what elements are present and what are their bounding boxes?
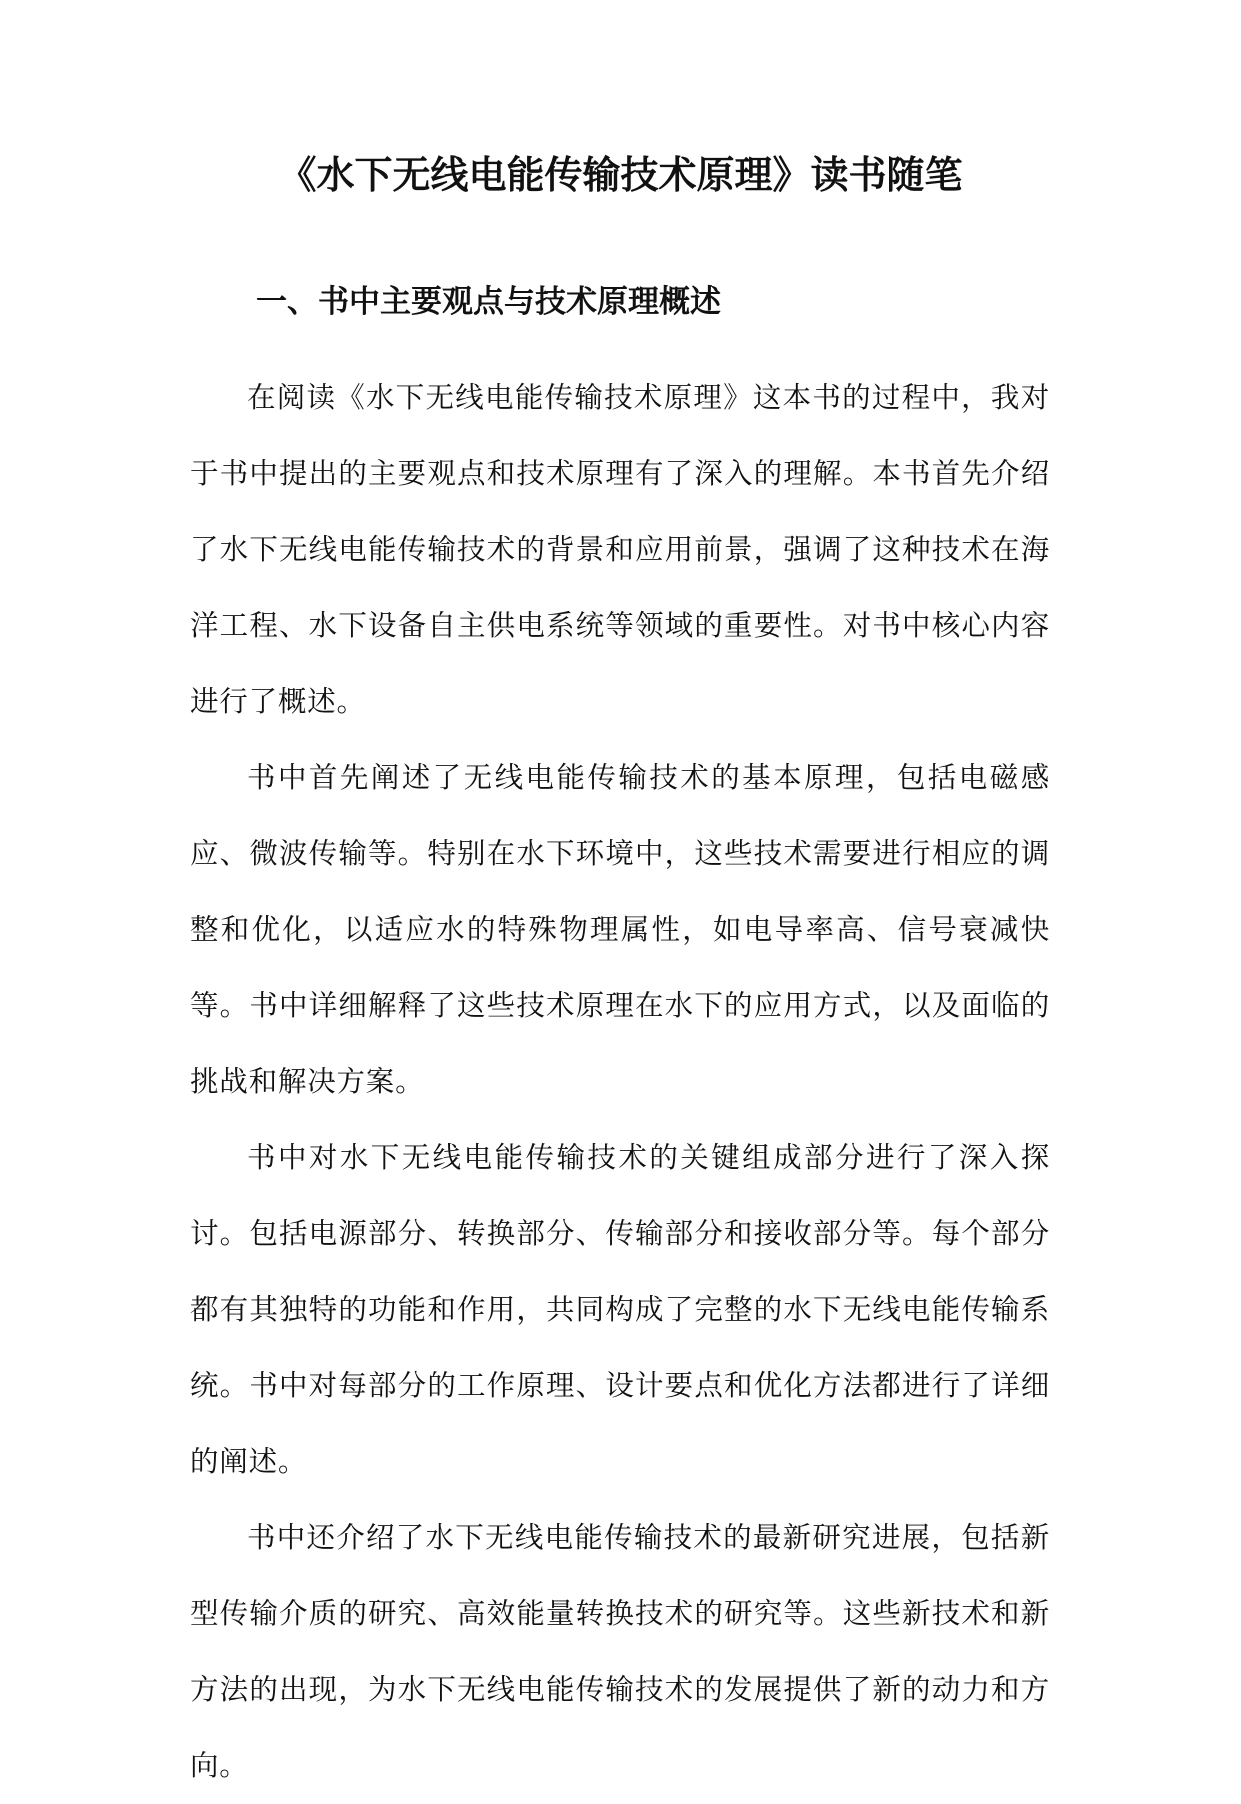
paragraph: 书中首先阐述了无线电能传输技术的基本原理，包括电磁感应、微波传输等。特别在水下环境中，这些技术需要进行相应的调整和优化，以适应水的特殊物理属性，如电导率高、信号衰减快等。书中详细解释了这些技术原理在水下的应用方式，以及面临的挑战和解决方案。: [190, 761, 1050, 1098]
paragraph: 书中对水下无线电能传输技术的关键组成部分进行了深入探讨。包括电源部分、转换部分、传输部分和接收部分等。每个部分都有其独特的功能和作用，共同构成了完整的水下无线电能传输系统。书中对每部分的工作原理、设计要点和优化方法都进行了详细的阐述。: [190, 1141, 1050, 1478]
body-text: [190, 360, 1050, 1804]
paragraph: 在阅读《水下无线电能传输技术原理》这本书的过程中，我对于书中提出的主要观点和技术原理有了深入的理解。本书首先介绍了水下无线电能传输技术的背景和应用前景，强调了这种技术在海洋工程、水下设备自主供电系统等领域的重要性。对书中核心内容进行了概述。: [190, 381, 1050, 718]
paragraph: 书中还介绍了水下无线电能传输技术的最新研究进展，包括新型传输介质的研究、高效能量转换技术的研究等。这些新技术和新方法的出现，为水下无线电能传输技术的发展提供了新的动力和方向。: [190, 1521, 1050, 1782]
section-heading: 一、书中主要观点与技术原理概述: [256, 284, 721, 320]
document-title: 《水下无线电能传输技术原理》读书随笔: [278, 153, 963, 197]
